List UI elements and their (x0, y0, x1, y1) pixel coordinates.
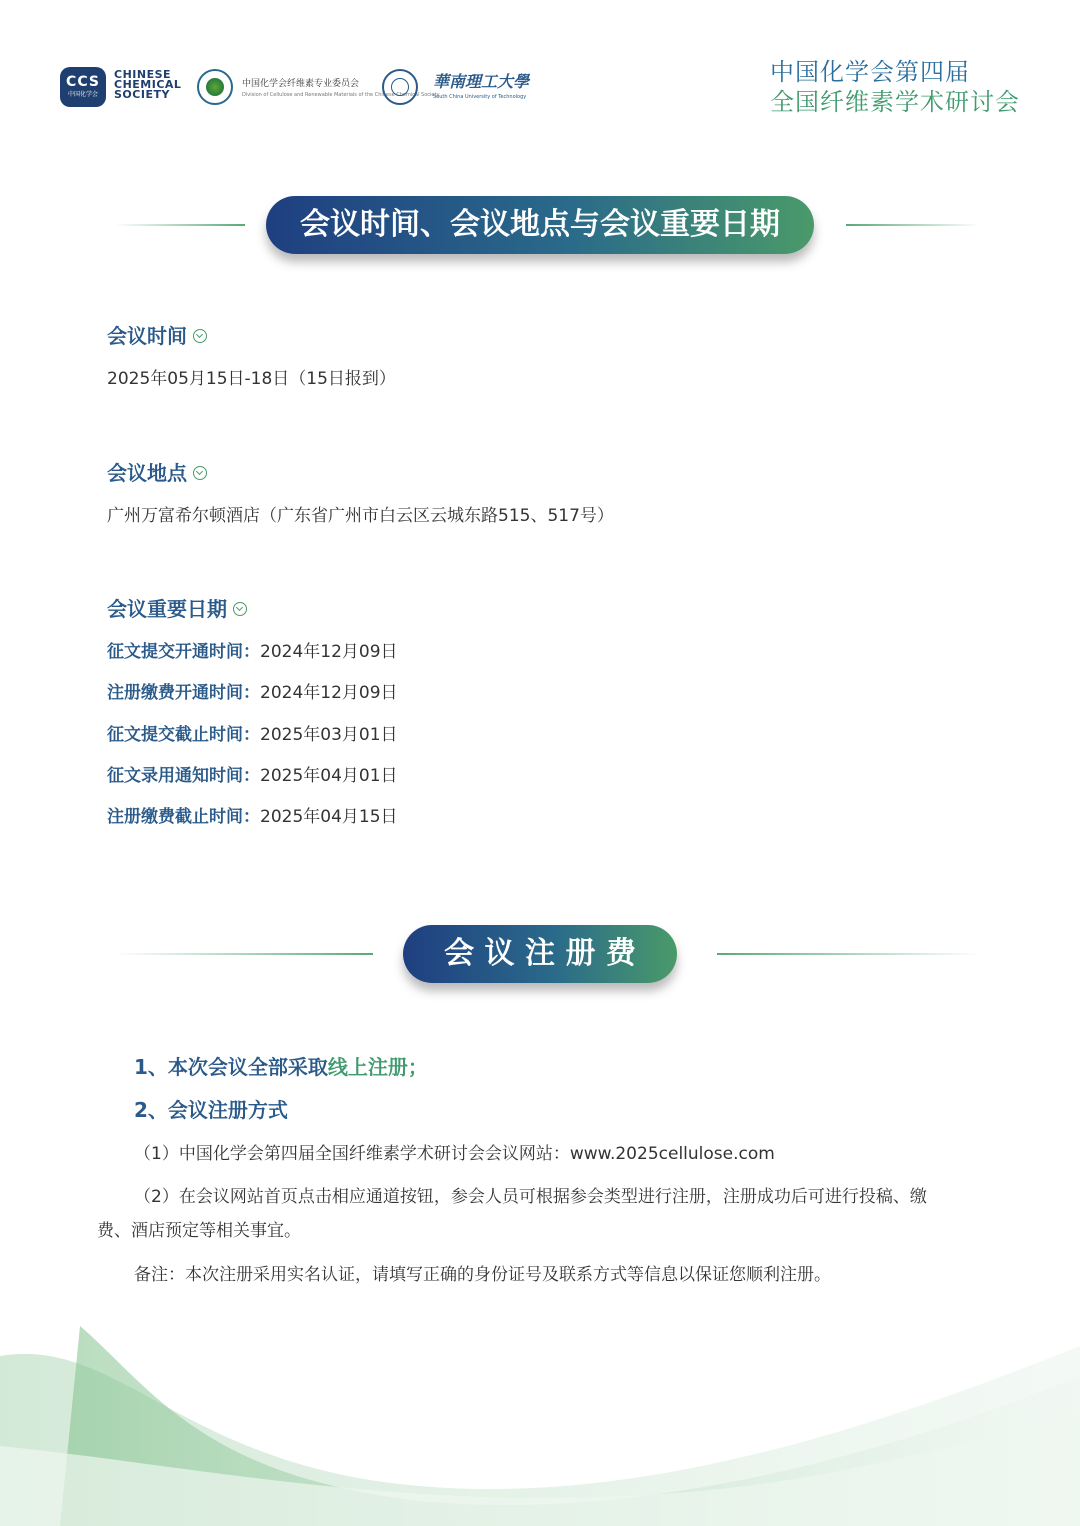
section-banner-registration: 会 议 注 册 费 (403, 925, 677, 983)
meeting-place-heading: 会议地点 (107, 460, 207, 486)
meeting-place-value: 广州万富希尔顿酒店（广东省广州市白云区云城东路515、517号） (107, 506, 614, 526)
registration-item-2: 2、会议注册方式 (134, 1098, 288, 1122)
decorative-wave (0, 1316, 1080, 1526)
university-seal-icon (382, 69, 418, 105)
banner-rule-left (115, 953, 373, 955)
ccs-logo-text: CHINESE CHEMICAL SOCIETY (114, 68, 182, 101)
banner-rule-right (717, 953, 980, 955)
registration-steps-line1: （2）在会议网站首页点击相应通道按钮，参会人员可根据参会类型进行注册，注册成功后可进行投稿、缴 (134, 1187, 927, 1207)
date-row: 注册缴费截止时间：2025年04月15日 (107, 807, 398, 827)
ccs-logo: CCS 中国化学会 (60, 67, 106, 107)
committee-name: 中国化学会纤维素专业委员会 (242, 79, 360, 89)
committee-seal-icon (197, 69, 233, 105)
registration-note: 备注：本次注册采用实名认证，请填写正确的身份证号及联系方式等信息以保证您顺利注册。 (134, 1265, 831, 1285)
chevron-down-icon (193, 329, 207, 343)
university-name: 華南理工大學 (433, 72, 530, 91)
date-row: 征文提交截止时间：2025年03月01日 (107, 725, 398, 745)
meeting-time-value: 2025年05月15日-18日（15日报到） (107, 369, 396, 389)
chevron-down-icon (193, 466, 207, 480)
conference-title: 中国化学会第四届 全国纤维素学术研讨会 (770, 58, 1020, 116)
banner-rule-left (115, 224, 245, 226)
registration-steps-line2: 费、酒店预定等相关事宜。 (97, 1221, 301, 1241)
meeting-time-heading: 会议时间 (107, 323, 207, 349)
section-banner-dates: 会议时间、会议地点与会议重要日期 (266, 196, 814, 254)
committee-name-en: Division of Cellulose and Renewable Materials of the Chinese Chemical Society (242, 92, 440, 98)
banner-rule-right (846, 224, 980, 226)
university-name-en: South China University of Technology (433, 94, 527, 100)
registration-item-1: 1、本次会议全部采取线上注册； (134, 1055, 428, 1079)
date-row: 征文提交开通时间：2024年12月09日 (107, 642, 398, 662)
important-dates-heading: 会议重要日期 (107, 596, 247, 622)
registration-website: （1）中国化学会第四届全国纤维素学术研讨会会议网站：www.2025cellulose.com (134, 1144, 775, 1164)
date-row: 注册缴费开通时间：2024年12月09日 (107, 683, 398, 703)
chevron-down-icon (233, 602, 247, 616)
date-row: 征文录用通知时间：2025年04月01日 (107, 766, 398, 786)
